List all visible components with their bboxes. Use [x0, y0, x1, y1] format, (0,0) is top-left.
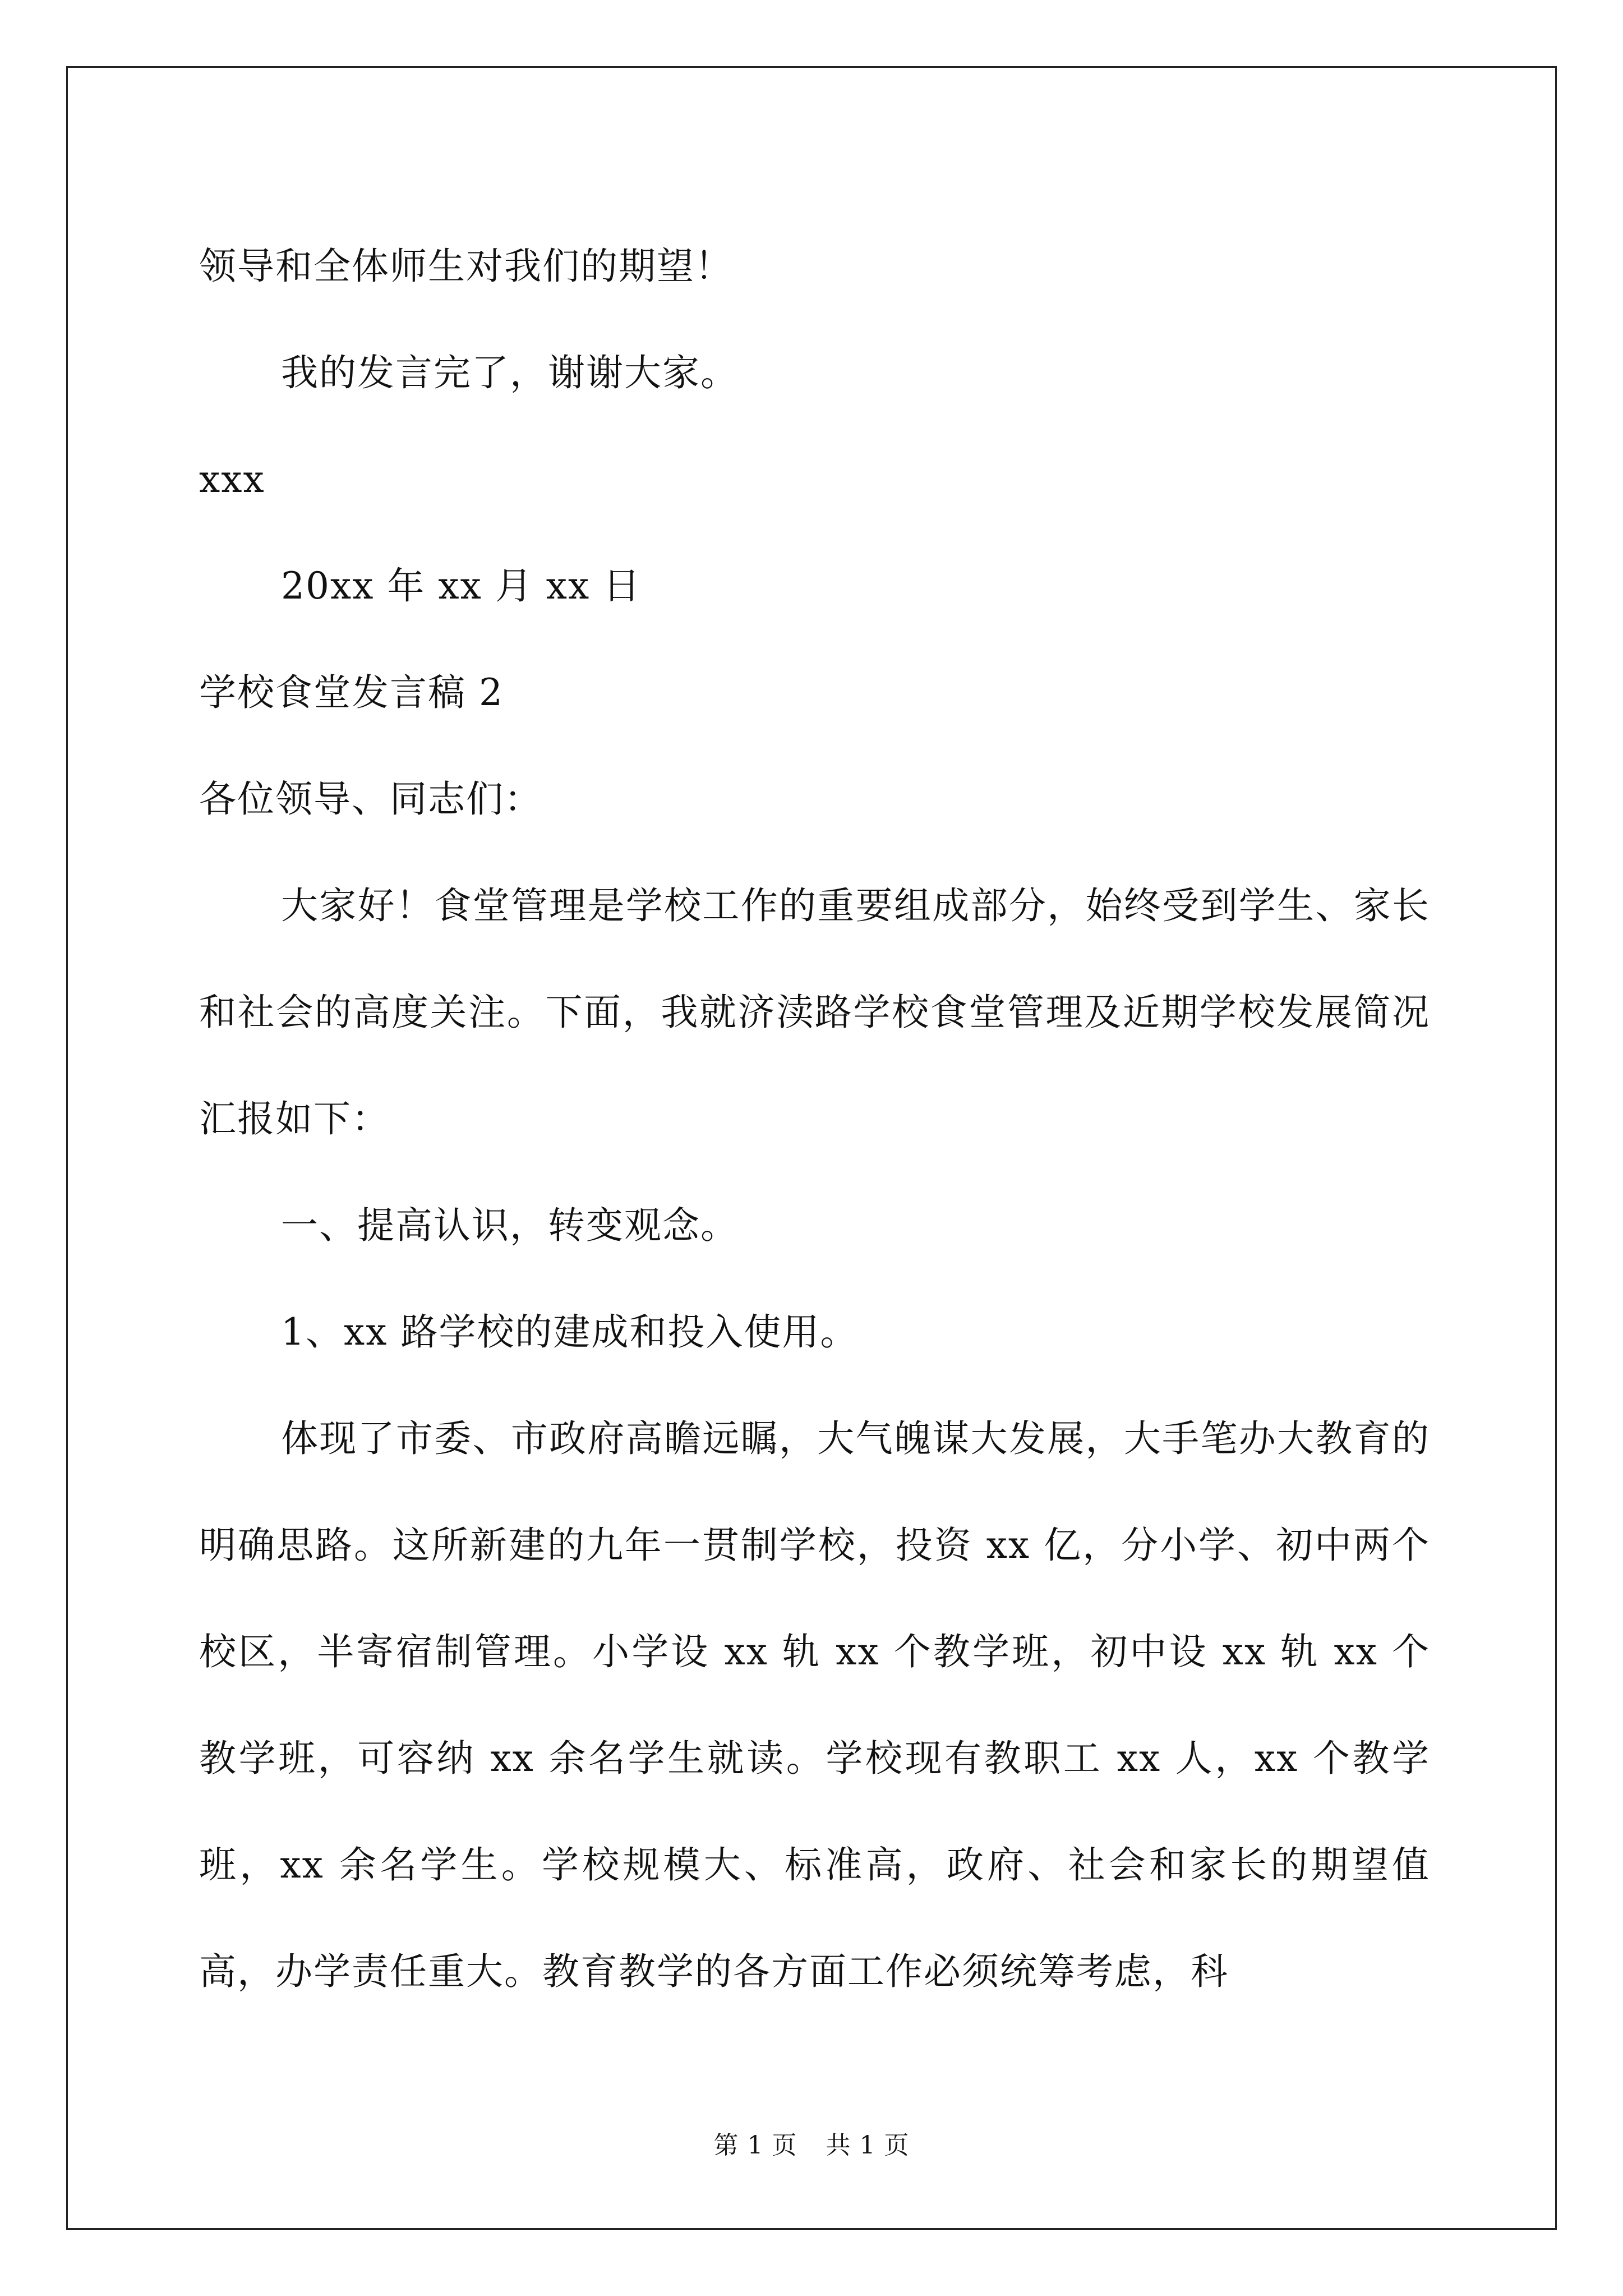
paragraph: 大家好！食堂管理是学校工作的重要组成部分，始终受到学生、家长和社会的高度关注。下面，我就济渎路学校食堂管理及近期学校发展简况汇报如下：: [199, 884, 1430, 1140]
paragraph: 我的发言完了，谢谢大家。: [281, 351, 739, 394]
salutation: 各位领导、同志们：: [199, 777, 542, 821]
page-total: 共 1 页: [826, 2131, 910, 2160]
page-number: 第 1 页: [713, 2131, 797, 2160]
paragraph: 体现了市委、市政府高瞻远瞩，大气魄谋大发展，大手笔办大教育的明确思路。这所新建的九年一贯制学校，投资 xx 亿，分小学、初中两个校区，半寄宿制管理。小学设 xx 轨 xx 个教学班，初中设 xx 轨 xx 个教学班，可容纳 xx 余名学生就读。学校现有教职工 xx 人，xx 个教学班，xx 余名学生。学校规模大、标准高，政府、社会和家长的期望值高，办学责任重大。教育教学的各方面工作必须统筹考虑，科: [199, 1417, 1430, 1993]
section-title: 学校食堂发言稿 2: [199, 671, 504, 714]
heading: 一、提高认识，转变观念。: [281, 1204, 739, 1247]
subheading: 1、xx 路学校的建成和投入使用。: [281, 1310, 859, 1354]
paragraph: 领导和全体师生对我们的期望！: [199, 245, 733, 288]
page-footer: [0, 2129, 1623, 2162]
paragraph: xxx: [199, 458, 265, 501]
paragraph: 20xx 年 xx 月 xx 日: [281, 564, 642, 608]
document-body: [199, 213, 1430, 2025]
